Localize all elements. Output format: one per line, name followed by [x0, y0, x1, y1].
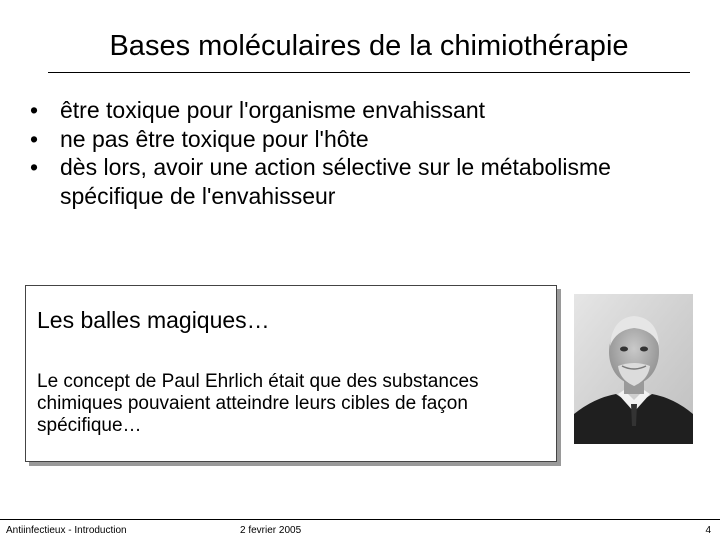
bullet-item	[30, 153, 690, 210]
footer-divider	[0, 519, 720, 520]
footer-course-label: Antiinfectieux - Introduction	[6, 525, 127, 536]
bullet-marker: •	[30, 125, 39, 152]
callout-box	[25, 285, 557, 462]
callout-body: Le concept de Paul Ehrlich était que des substances chimiques pouvaient atteindre leurs cibles de façon spécifique…	[37, 371, 479, 436]
bullet-text: dès lors, avoir une action sélective sur le métabolisme spécifique de l'envahisseur	[60, 154, 611, 209]
bullet-text: ne pas être toxique pour l'hôte	[60, 125, 369, 152]
bullet-marker: •	[30, 154, 39, 180]
slide-title: Bases moléculaires de la chimiothérapie	[109, 30, 629, 62]
bullet-marker: •	[30, 97, 39, 123]
portrait-photo-icon	[574, 294, 693, 444]
bullet-item	[30, 125, 690, 154]
bullet-list	[30, 96, 690, 210]
portrait-illustration	[574, 294, 693, 444]
bullet-text: être toxique pour l'organisme envahissant	[60, 97, 486, 123]
footer-page-number: 4	[705, 525, 711, 536]
bullet-item	[30, 96, 690, 125]
footer-date: 2 fevrier 2005	[240, 525, 302, 536]
title-divider	[48, 72, 690, 73]
callout-heading: Les balles magiques…	[37, 307, 270, 333]
